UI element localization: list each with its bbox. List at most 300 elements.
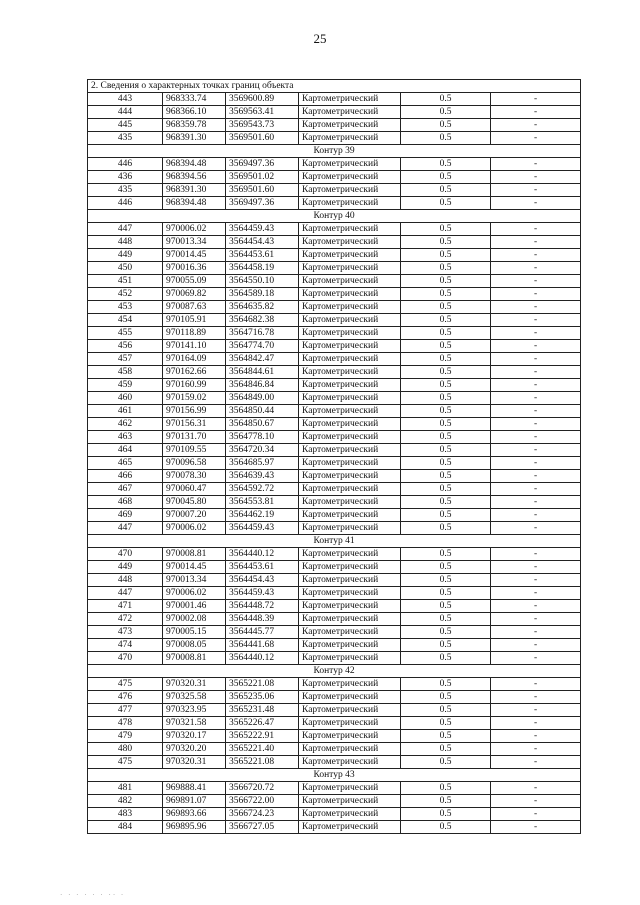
description-cell: - <box>491 574 581 587</box>
point-number: 474 <box>88 639 163 652</box>
method-cell: Картометрический <box>299 366 401 379</box>
method-cell: Картометрический <box>299 353 401 366</box>
method-cell: Картометрический <box>299 548 401 561</box>
method-cell: Картометрический <box>299 197 401 210</box>
y-coordinate: 3564842.47 <box>226 353 299 366</box>
description-cell: - <box>491 158 581 171</box>
x-coordinate: 970159.02 <box>163 392 226 405</box>
point-number: 446 <box>88 197 163 210</box>
method-cell: Картометрический <box>299 743 401 756</box>
description-cell: - <box>491 288 581 301</box>
table-row <box>88 379 581 392</box>
description-cell: - <box>491 327 581 340</box>
point-number: 458 <box>88 366 163 379</box>
method-cell: Картометрический <box>299 574 401 587</box>
description-cell: - <box>491 223 581 236</box>
method-cell: Картометрический <box>299 561 401 574</box>
x-coordinate: 970325.58 <box>163 691 226 704</box>
table-row <box>88 756 581 769</box>
x-coordinate: 970006.02 <box>163 522 226 535</box>
y-coordinate: 3569600.89 <box>226 93 299 106</box>
accuracy-cell: 0.5 <box>401 314 491 327</box>
accuracy-cell: 0.5 <box>401 756 491 769</box>
x-coordinate: 970007.20 <box>163 509 226 522</box>
point-number: 481 <box>88 782 163 795</box>
method-cell: Картометрический <box>299 496 401 509</box>
description-cell: - <box>491 444 581 457</box>
method-cell: Картометрический <box>299 132 401 145</box>
point-number: 448 <box>88 236 163 249</box>
accuracy-cell: 0.5 <box>401 782 491 795</box>
accuracy-cell: 0.5 <box>401 158 491 171</box>
x-coordinate: 968366.10 <box>163 106 226 119</box>
contour-row <box>88 535 581 548</box>
point-number: 472 <box>88 613 163 626</box>
x-coordinate: 968391.30 <box>163 132 226 145</box>
description-cell: - <box>491 730 581 743</box>
description-cell: - <box>491 197 581 210</box>
y-coordinate: 3564445.77 <box>226 626 299 639</box>
method-cell: Картометрический <box>299 704 401 717</box>
y-coordinate: 3564592.72 <box>226 483 299 496</box>
x-coordinate: 970008.81 <box>163 548 226 561</box>
description-cell: - <box>491 821 581 834</box>
x-coordinate: 970141.10 <box>163 340 226 353</box>
point-number: 484 <box>88 821 163 834</box>
table-row <box>88 600 581 613</box>
point-number: 467 <box>88 483 163 496</box>
description-cell: - <box>491 353 581 366</box>
x-coordinate: 968391.30 <box>163 184 226 197</box>
point-number: 465 <box>88 457 163 470</box>
y-coordinate: 3569501.02 <box>226 171 299 184</box>
description-cell: - <box>491 652 581 665</box>
accuracy-cell: 0.5 <box>401 652 491 665</box>
y-coordinate: 3564589.18 <box>226 288 299 301</box>
y-coordinate: 3569543.73 <box>226 119 299 132</box>
x-coordinate: 970156.99 <box>163 405 226 418</box>
description-cell: - <box>491 548 581 561</box>
accuracy-cell: 0.5 <box>401 808 491 821</box>
x-coordinate: 970323.95 <box>163 704 226 717</box>
accuracy-cell: 0.5 <box>401 561 491 574</box>
contour-label: Контур 42 <box>88 665 581 678</box>
x-coordinate: 970078.30 <box>163 470 226 483</box>
accuracy-cell: 0.5 <box>401 379 491 392</box>
x-coordinate: 970013.34 <box>163 236 226 249</box>
contour-row <box>88 145 581 158</box>
x-coordinate: 969895.96 <box>163 821 226 834</box>
y-coordinate: 3564553.81 <box>226 496 299 509</box>
y-coordinate: 3564441.68 <box>226 639 299 652</box>
description-cell: - <box>491 639 581 652</box>
accuracy-cell: 0.5 <box>401 301 491 314</box>
x-coordinate: 970014.45 <box>163 249 226 262</box>
y-coordinate: 3564682.38 <box>226 314 299 327</box>
x-coordinate: 968359.78 <box>163 119 226 132</box>
point-number: 451 <box>88 275 163 288</box>
method-cell: Картометрический <box>299 600 401 613</box>
x-coordinate: 970160.99 <box>163 379 226 392</box>
method-cell: Картометрический <box>299 327 401 340</box>
method-cell: Картометрический <box>299 613 401 626</box>
table-row <box>88 730 581 743</box>
section-heading: 2. Сведения о характерных точках границ объекта <box>88 80 581 93</box>
contour-label: Контур 39 <box>88 145 581 158</box>
x-coordinate: 970008.81 <box>163 652 226 665</box>
method-cell: Картометрический <box>299 639 401 652</box>
x-coordinate: 970013.34 <box>163 574 226 587</box>
method-cell: Картометрический <box>299 158 401 171</box>
point-number: 446 <box>88 158 163 171</box>
point-number: 457 <box>88 353 163 366</box>
accuracy-cell: 0.5 <box>401 483 491 496</box>
x-coordinate: 970014.45 <box>163 561 226 574</box>
point-number: 470 <box>88 548 163 561</box>
table-row <box>88 808 581 821</box>
y-coordinate: 3564459.43 <box>226 587 299 600</box>
accuracy-cell: 0.5 <box>401 678 491 691</box>
accuracy-cell: 0.5 <box>401 119 491 132</box>
x-coordinate: 970109.55 <box>163 444 226 457</box>
accuracy-cell: 0.5 <box>401 132 491 145</box>
table-row <box>88 366 581 379</box>
description-cell: - <box>491 626 581 639</box>
description-cell: - <box>491 132 581 145</box>
method-cell: Картометрический <box>299 470 401 483</box>
table-row <box>88 119 581 132</box>
table-row <box>88 314 581 327</box>
x-coordinate: 970001.46 <box>163 600 226 613</box>
x-coordinate: 970320.31 <box>163 678 226 691</box>
table-row <box>88 405 581 418</box>
table-row <box>88 483 581 496</box>
description-cell: - <box>491 405 581 418</box>
point-number: 456 <box>88 340 163 353</box>
method-cell: Картометрический <box>299 587 401 600</box>
x-coordinate: 968333.74 <box>163 93 226 106</box>
point-number: 449 <box>88 561 163 574</box>
table-row <box>88 496 581 509</box>
y-coordinate: 3566727.05 <box>226 821 299 834</box>
table-row <box>88 132 581 145</box>
accuracy-cell: 0.5 <box>401 457 491 470</box>
y-coordinate: 3565235.06 <box>226 691 299 704</box>
point-number: 453 <box>88 301 163 314</box>
y-coordinate: 3564440.12 <box>226 652 299 665</box>
method-cell: Картометрический <box>299 340 401 353</box>
y-coordinate: 3565221.08 <box>226 678 299 691</box>
y-coordinate: 3564639.43 <box>226 470 299 483</box>
table-row <box>88 93 581 106</box>
method-cell: Картометрический <box>299 119 401 132</box>
boundary-points-table <box>87 79 581 834</box>
y-coordinate: 3564458.19 <box>226 262 299 275</box>
method-cell: Картометрический <box>299 223 401 236</box>
table-row <box>88 223 581 236</box>
accuracy-cell: 0.5 <box>401 743 491 756</box>
accuracy-cell: 0.5 <box>401 470 491 483</box>
accuracy-cell: 0.5 <box>401 327 491 340</box>
method-cell: Картометрический <box>299 678 401 691</box>
x-coordinate: 968394.56 <box>163 171 226 184</box>
table-row <box>88 457 581 470</box>
x-coordinate: 970096.58 <box>163 457 226 470</box>
y-coordinate: 3569563.41 <box>226 106 299 119</box>
description-cell: - <box>491 171 581 184</box>
description-cell: - <box>491 756 581 769</box>
description-cell: - <box>491 795 581 808</box>
accuracy-cell: 0.5 <box>401 691 491 704</box>
method-cell: Картометрический <box>299 821 401 834</box>
point-number: 436 <box>88 171 163 184</box>
accuracy-cell: 0.5 <box>401 587 491 600</box>
point-number: 454 <box>88 314 163 327</box>
point-number: 469 <box>88 509 163 522</box>
y-coordinate: 3564850.44 <box>226 405 299 418</box>
x-coordinate: 970002.08 <box>163 613 226 626</box>
y-coordinate: 3564635.82 <box>226 301 299 314</box>
description-cell: - <box>491 743 581 756</box>
y-coordinate: 3569501.60 <box>226 184 299 197</box>
section-heading-row <box>88 80 581 93</box>
x-coordinate: 970087.63 <box>163 301 226 314</box>
description-cell: - <box>491 561 581 574</box>
method-cell: Картометрический <box>299 444 401 457</box>
accuracy-cell: 0.5 <box>401 613 491 626</box>
x-coordinate: 970045.80 <box>163 496 226 509</box>
method-cell: Картометрический <box>299 431 401 444</box>
accuracy-cell: 0.5 <box>401 496 491 509</box>
x-coordinate: 970320.17 <box>163 730 226 743</box>
accuracy-cell: 0.5 <box>401 574 491 587</box>
table-row <box>88 197 581 210</box>
x-coordinate: 969888.41 <box>163 782 226 795</box>
table-body <box>88 80 581 834</box>
y-coordinate: 3564550.10 <box>226 275 299 288</box>
y-coordinate: 3564685.97 <box>226 457 299 470</box>
table-row <box>88 249 581 262</box>
accuracy-cell: 0.5 <box>401 717 491 730</box>
description-cell: - <box>491 418 581 431</box>
point-number: 443 <box>88 93 163 106</box>
accuracy-cell: 0.5 <box>401 392 491 405</box>
x-coordinate: 970118.89 <box>163 327 226 340</box>
description-cell: - <box>491 782 581 795</box>
point-number: 459 <box>88 379 163 392</box>
method-cell: Картометрический <box>299 509 401 522</box>
method-cell: Картометрический <box>299 522 401 535</box>
y-coordinate: 3564448.39 <box>226 613 299 626</box>
method-cell: Картометрический <box>299 483 401 496</box>
point-number: 475 <box>88 756 163 769</box>
point-number: 482 <box>88 795 163 808</box>
point-number: 452 <box>88 288 163 301</box>
table-row <box>88 613 581 626</box>
accuracy-cell: 0.5 <box>401 418 491 431</box>
table-row <box>88 106 581 119</box>
accuracy-cell: 0.5 <box>401 171 491 184</box>
method-cell: Картометрический <box>299 730 401 743</box>
method-cell: Картометрический <box>299 106 401 119</box>
y-coordinate: 3564453.61 <box>226 249 299 262</box>
method-cell: Картометрический <box>299 405 401 418</box>
method-cell: Картометрический <box>299 392 401 405</box>
table-row <box>88 392 581 405</box>
method-cell: Картометрический <box>299 782 401 795</box>
description-cell: - <box>491 119 581 132</box>
point-number: 466 <box>88 470 163 483</box>
x-coordinate: 970164.09 <box>163 353 226 366</box>
point-number: 463 <box>88 431 163 444</box>
method-cell: Картометрический <box>299 379 401 392</box>
x-coordinate: 970060.47 <box>163 483 226 496</box>
point-number: 464 <box>88 444 163 457</box>
y-coordinate: 3564849.00 <box>226 392 299 405</box>
y-coordinate: 3565221.40 <box>226 743 299 756</box>
method-cell: Картометрический <box>299 236 401 249</box>
accuracy-cell: 0.5 <box>401 106 491 119</box>
description-cell: - <box>491 431 581 444</box>
accuracy-cell: 0.5 <box>401 730 491 743</box>
table-row <box>88 275 581 288</box>
point-number: 447 <box>88 587 163 600</box>
table-row <box>88 795 581 808</box>
y-coordinate: 3564454.43 <box>226 236 299 249</box>
y-coordinate: 3564440.12 <box>226 548 299 561</box>
point-number: 480 <box>88 743 163 756</box>
accuracy-cell: 0.5 <box>401 795 491 808</box>
description-cell: - <box>491 678 581 691</box>
x-coordinate: 970105.91 <box>163 314 226 327</box>
point-number: 476 <box>88 691 163 704</box>
method-cell: Картометрический <box>299 756 401 769</box>
description-cell: - <box>491 366 581 379</box>
y-coordinate: 3564774.70 <box>226 340 299 353</box>
point-number: 483 <box>88 808 163 821</box>
accuracy-cell: 0.5 <box>401 600 491 613</box>
point-number: 444 <box>88 106 163 119</box>
x-coordinate: 968394.48 <box>163 158 226 171</box>
page-number: 25 <box>313 31 327 46</box>
y-coordinate: 3569497.36 <box>226 197 299 210</box>
point-number: 468 <box>88 496 163 509</box>
table-row <box>88 587 581 600</box>
table-row <box>88 184 581 197</box>
table-row <box>88 418 581 431</box>
accuracy-cell: 0.5 <box>401 223 491 236</box>
description-cell: - <box>491 275 581 288</box>
method-cell: Картометрический <box>299 314 401 327</box>
point-number: 479 <box>88 730 163 743</box>
accuracy-cell: 0.5 <box>401 93 491 106</box>
x-coordinate: 969893.66 <box>163 808 226 821</box>
table-row <box>88 574 581 587</box>
table-row <box>88 158 581 171</box>
x-coordinate: 970055.09 <box>163 275 226 288</box>
table-row <box>88 821 581 834</box>
point-number: 475 <box>88 678 163 691</box>
contour-row <box>88 665 581 678</box>
point-number: 435 <box>88 132 163 145</box>
y-coordinate: 3566720.72 <box>226 782 299 795</box>
accuracy-cell: 0.5 <box>401 405 491 418</box>
point-number: 477 <box>88 704 163 717</box>
y-coordinate: 3564846.84 <box>226 379 299 392</box>
x-coordinate: 970131.70 <box>163 431 226 444</box>
accuracy-cell: 0.5 <box>401 262 491 275</box>
description-cell: - <box>491 587 581 600</box>
method-cell: Картометрический <box>299 652 401 665</box>
method-cell: Картометрический <box>299 717 401 730</box>
y-coordinate: 3564454.43 <box>226 574 299 587</box>
accuracy-cell: 0.5 <box>401 197 491 210</box>
x-coordinate: 970320.31 <box>163 756 226 769</box>
table-row <box>88 301 581 314</box>
y-coordinate: 3566724.23 <box>226 808 299 821</box>
point-number: 460 <box>88 392 163 405</box>
table-row <box>88 626 581 639</box>
table-row <box>88 353 581 366</box>
description-cell: - <box>491 262 581 275</box>
y-coordinate: 3564459.43 <box>226 223 299 236</box>
y-coordinate: 3565221.08 <box>226 756 299 769</box>
description-cell: - <box>491 470 581 483</box>
method-cell: Картометрический <box>299 301 401 314</box>
x-coordinate: 970006.02 <box>163 587 226 600</box>
point-number: 449 <box>88 249 163 262</box>
table-row <box>88 470 581 483</box>
description-cell: - <box>491 691 581 704</box>
point-number: 450 <box>88 262 163 275</box>
point-number: 473 <box>88 626 163 639</box>
description-cell: - <box>491 340 581 353</box>
method-cell: Картометрический <box>299 626 401 639</box>
contour-row <box>88 769 581 782</box>
accuracy-cell: 0.5 <box>401 340 491 353</box>
accuracy-cell: 0.5 <box>401 522 491 535</box>
point-number: 447 <box>88 223 163 236</box>
description-cell: - <box>491 314 581 327</box>
method-cell: Картометрический <box>299 184 401 197</box>
description-cell: - <box>491 483 581 496</box>
table-row <box>88 522 581 535</box>
point-number: 455 <box>88 327 163 340</box>
x-coordinate: 970006.02 <box>163 223 226 236</box>
table-row <box>88 743 581 756</box>
description-cell: - <box>491 249 581 262</box>
x-coordinate: 970069.82 <box>163 288 226 301</box>
description-cell: - <box>491 379 581 392</box>
description-cell: - <box>491 717 581 730</box>
x-coordinate: 970008.05 <box>163 639 226 652</box>
accuracy-cell: 0.5 <box>401 249 491 262</box>
y-coordinate: 3569501.60 <box>226 132 299 145</box>
accuracy-cell: 0.5 <box>401 704 491 717</box>
table-row <box>88 782 581 795</box>
y-coordinate: 3564453.61 <box>226 561 299 574</box>
accuracy-cell: 0.5 <box>401 353 491 366</box>
y-coordinate: 3566722.00 <box>226 795 299 808</box>
accuracy-cell: 0.5 <box>401 444 491 457</box>
method-cell: Картометрический <box>299 808 401 821</box>
accuracy-cell: 0.5 <box>401 626 491 639</box>
description-cell: - <box>491 496 581 509</box>
table-row <box>88 262 581 275</box>
table-row <box>88 548 581 561</box>
accuracy-cell: 0.5 <box>401 639 491 652</box>
method-cell: Картометрический <box>299 249 401 262</box>
